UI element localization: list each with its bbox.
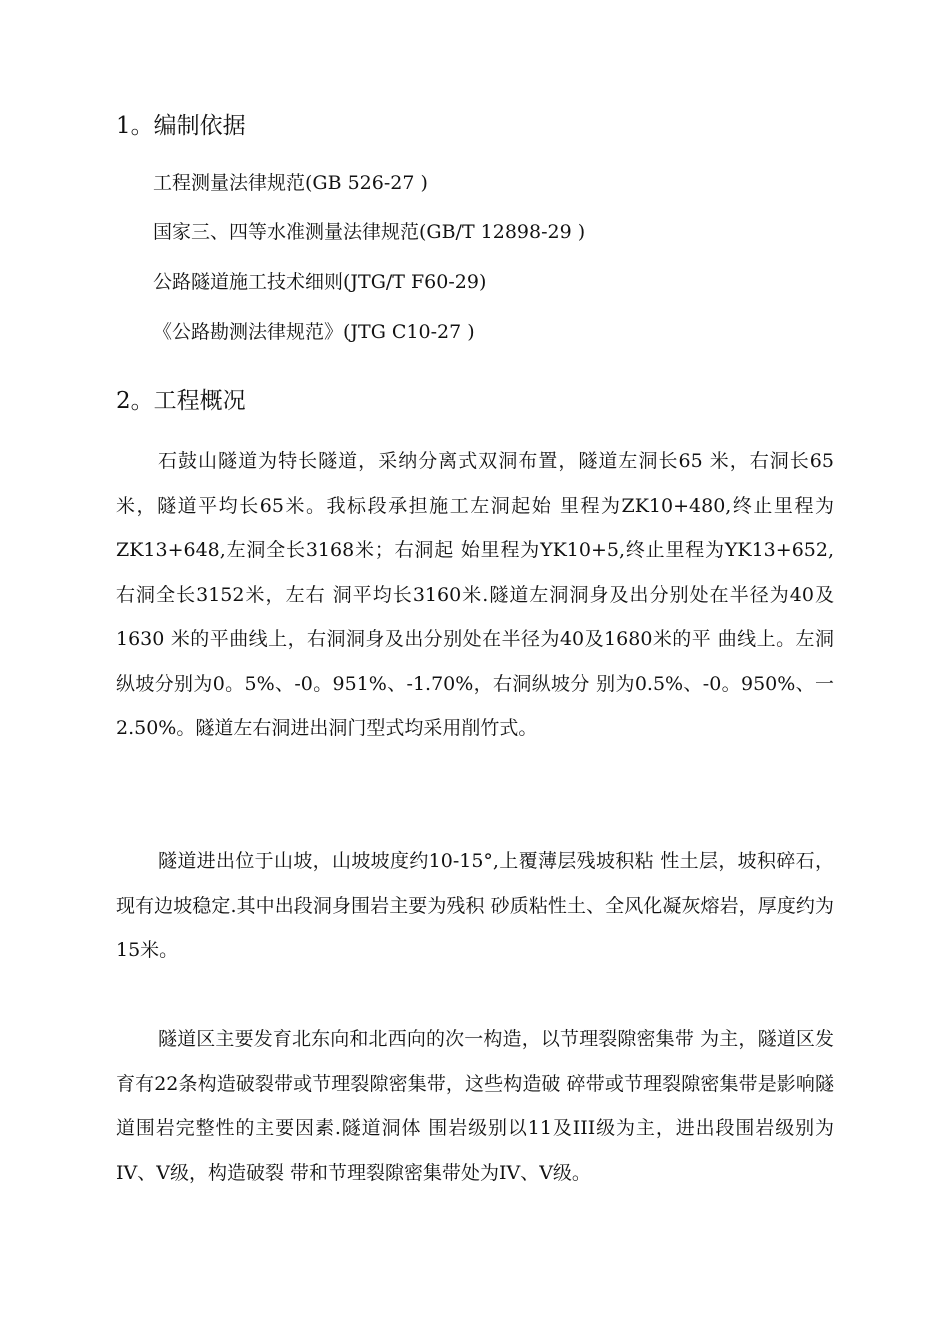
section-2-heading: 2。工程概况 — [116, 388, 246, 414]
overview-paragraph-3: 隧道区主要发育北东向和北西向的次一构造，以节理裂隙密集带 为主，隧道区发育有22条构造破裂带或节理裂隙密集带，这些构造破 碎带或节理裂隙密集带是影响隧道围岩完整性的主要因素.隧道洞体 围岩级别以11及III级为主，进出段围岩级别为IV、V级，构造破裂 带和节理裂隙密集带处为IV、V级。 — [116, 1028, 834, 1184]
overview-paragraph-1: 石鼓山隧道为特长隧道，采纳分离式双洞布置，隧道左洞长65 米，右洞长65米，隧道平均长65米。我标段承担施工左洞起始 里程为ZK10+480,终止里程为ZK13+648,左洞全长3168米；右洞起 始里程为YK10+5,终止里程为YK13+652,右洞全长3152米，左右 洞平均长3160米.隧道左洞洞身及出分别处在半径为40及1630 米的平曲线上，右洞洞身及出分别处在半径为40及1680米的平 曲线上。左洞纵坡分别为0。5%、-0。951%、-1.70%，右洞纵坡分 别为0.5%、-0。950%、一2.50%。隧道左右洞进出洞门型式均采用削竹式。 — [116, 450, 834, 739]
reference-item-2: 国家三、四等水准测量法律规范(GB/T 12898-29 ) — [153, 221, 586, 243]
section-1-heading: 1。编制依据 — [116, 113, 246, 139]
reference-item-1: 工程测量法律规范(GB 526-27 ) — [153, 172, 428, 194]
reference-item-3: 公路隧道施工技术细则(JTG/T F60-29) — [153, 271, 487, 293]
reference-item-4: 《公路勘测法律规范》(JTG C10-27 ) — [153, 321, 475, 343]
overview-paragraph-2: 隧道进出位于山坡，山坡坡度约10-15°,上覆薄层残坡积粘 性土层，坡积碎石，现有边坡稳定.其中出段洞身围岩主要为残积 砂质粘性土、全风化凝灰熔岩，厚度约为15米。 — [116, 850, 834, 961]
